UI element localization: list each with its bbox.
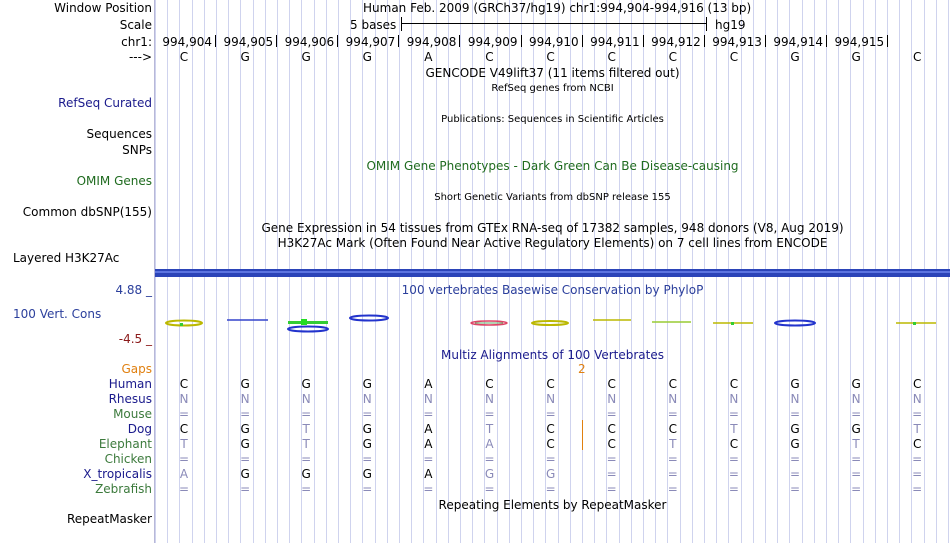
alignment-base: N (546, 392, 556, 406)
alignment-base: G (545, 467, 556, 481)
scale-bar-right-tick (706, 17, 707, 31)
alignment-base: = (240, 482, 251, 496)
cons-mark-6 (532, 321, 568, 325)
alignment-base: A (424, 467, 433, 481)
alignment-base: C (485, 377, 494, 391)
sequences-track-label[interactable]: Sequences (86, 127, 152, 141)
reference-base: C (912, 50, 922, 64)
alignment-base: = (178, 452, 190, 466)
alignment-base: = (912, 482, 923, 496)
alignment-base: G (240, 422, 250, 436)
reference-base: C (607, 50, 616, 64)
alignment-base: N (240, 392, 250, 406)
alignment-base: = (606, 467, 617, 481)
alignment-base: N (485, 392, 494, 406)
dbsnp-track-label[interactable]: Common dbSNP(155) (22, 205, 152, 219)
strand-label[interactable]: ---> (128, 50, 152, 64)
alignment-base: = (301, 452, 312, 466)
species-label[interactable]: X_tropicalis (83, 467, 152, 481)
alignment-base: G (790, 377, 800, 391)
cons-mark-9 (713, 322, 753, 325)
dbsnp-track-subtitle: Short Genetic Variants from dbSNP release 155 (434, 192, 671, 203)
ruler-tick (582, 35, 583, 47)
repeatmasker-track-label[interactable]: RepeatMasker (66, 512, 152, 526)
alignment-base: N (301, 392, 311, 406)
alignment-base: = (240, 452, 251, 466)
alignment-base: C (729, 377, 739, 391)
alignment-base: C (668, 422, 677, 436)
cons-mark-11 (896, 322, 936, 325)
window-position-label[interactable]: Window Position (54, 1, 152, 15)
gap-insertion-marker (582, 420, 583, 450)
alignment-base: C (546, 377, 555, 391)
alignment-base: = (423, 407, 434, 421)
position-text: Human Feb. 2009 (GRCh37/hg19) chr1:994,904-994,916 (13 bp) (363, 1, 752, 15)
alignment-base: G (851, 422, 861, 436)
gaps-label[interactable]: Gaps (121, 362, 152, 376)
ruler-position-label: 994,913 (712, 35, 762, 49)
ruler-position-label: 994,915 (834, 35, 885, 49)
alignment-base: C (912, 437, 922, 451)
ruler-position-label: 994,906 (284, 35, 335, 49)
alignment-base: A (424, 422, 433, 436)
refseq-track-subtitle: RefSeq genes from NCBI (491, 83, 614, 94)
alignment-base: = (728, 482, 739, 496)
alignment-base: = (484, 452, 495, 466)
alignment-base: A (179, 467, 189, 481)
reference-base: C (485, 50, 494, 64)
alignment-base: T (302, 437, 310, 451)
alignment-base: T (669, 437, 677, 451)
cons-mark-10 (775, 321, 815, 326)
reference-base: G (362, 50, 372, 64)
alignment-base: = (178, 482, 190, 496)
ruler-tick (704, 35, 705, 47)
alignment-base: G (240, 467, 250, 481)
gtex-track-title[interactable]: Gene Expression in 54 tissues from GTEx RNA-seq of 17382 samples, 948 donors (V8, Aug 2019) (261, 221, 844, 235)
alignment-base: = (484, 407, 495, 421)
reference-base: G (851, 50, 861, 64)
cons-mark-3 (288, 319, 328, 332)
cons-mark-5 (471, 321, 507, 325)
alignment-base: G (362, 422, 372, 436)
alignment-base: = (912, 467, 923, 481)
alignment-base: N (668, 392, 678, 406)
alignment-base: T (485, 422, 494, 436)
alignment-base: T (180, 437, 188, 451)
species-label[interactable]: Chicken (104, 452, 152, 466)
alignment-base: = (789, 407, 801, 421)
repeatmasker-track-title[interactable]: Repeating Elements by RepeatMasker (438, 498, 667, 512)
species-label[interactable]: Dog (127, 422, 152, 436)
alignment-base: G (851, 377, 861, 391)
snps-track-label[interactable]: SNPs (122, 143, 152, 157)
ruler-position-label: 994,907 (345, 35, 396, 49)
alignment-base: = (728, 407, 739, 421)
phylop-conservation-graph (155, 310, 950, 336)
alignment-base: G (301, 467, 311, 481)
multiz-track-title[interactable]: Multiz Alignments of 100 Vertebrates (440, 348, 665, 362)
alignment-base: N (729, 392, 739, 406)
alignment-base: T (302, 422, 310, 436)
ruler-tick (643, 35, 644, 47)
h3k27ac-signal-highlight (155, 271, 950, 273)
ruler-tick (337, 35, 338, 47)
alignment-base: = (423, 452, 434, 466)
alignment-base: C (546, 422, 555, 436)
alignment-base: T (913, 422, 921, 436)
alignment-base: N (179, 392, 189, 406)
alignment-base: = (667, 452, 678, 466)
alignment-base: = (912, 452, 923, 466)
alignment-base: = (545, 407, 556, 421)
reference-base: G (301, 50, 311, 64)
phylop-track-label[interactable]: 100 Vert. Cons (13, 307, 102, 321)
cons-mark-1 (166, 321, 202, 327)
alignment-base: = (667, 482, 678, 496)
reference-base: C (729, 50, 739, 64)
ruler-position-label: 994,909 (467, 35, 518, 49)
assembly-text: hg19 (715, 18, 746, 32)
reference-base: G (240, 50, 250, 64)
ruler-tick (276, 35, 277, 47)
alignment-base: G (301, 377, 311, 391)
h3k27ac-track-subtitle: H3K27Ac Mark (Often Found Near Active Regulatory Elements) on 7 cell lines from ENCODE (277, 236, 828, 250)
reference-base: C (668, 50, 677, 64)
alignment-base: C (668, 377, 677, 391)
alignment-base: G (362, 437, 372, 451)
alignment-base: = (667, 467, 678, 481)
gencode-track-title[interactable]: GENCODE V49lift37 (11 items filtered out) (425, 66, 680, 80)
alignment-base: = (240, 407, 251, 421)
alignment-base: G (790, 437, 800, 451)
alignment-base: T (852, 437, 860, 451)
h3k27ac-track-label[interactable]: Layered H3K27Ac (13, 251, 120, 265)
scale-text: 5 bases (350, 18, 397, 32)
alignment-base: N (851, 392, 861, 406)
chrom-label[interactable]: chr1: (121, 35, 152, 49)
publications-track-title: Publications: Sequences in Scientific Articles (441, 114, 664, 125)
ruler-tick (765, 35, 766, 47)
ruler-tick (887, 35, 888, 47)
ruler-position-label: 994,910 (528, 35, 579, 49)
alignment-base: = (789, 482, 801, 496)
species-label[interactable]: Mouse (113, 407, 152, 421)
alignment-base: C (607, 437, 616, 451)
alignment-base: = (851, 482, 862, 496)
scale-bar-line (401, 23, 706, 24)
alignment-base: = (301, 407, 312, 421)
alignment-base: = (728, 452, 739, 466)
refseq-track-label[interactable]: RefSeq Curated (58, 96, 152, 110)
alignment-base: C (607, 377, 616, 391)
alignment-base: = (362, 482, 373, 496)
alignment-base: G (240, 377, 250, 391)
ruler-position-label: 994,904 (162, 35, 212, 49)
alignment-base: = (851, 452, 862, 466)
species-label[interactable]: Human (108, 377, 152, 391)
ruler-position-label: 994,914 (773, 35, 823, 49)
alignment-base: N (790, 392, 800, 406)
ruler-tick (398, 35, 399, 47)
alignment-base: = (851, 467, 862, 481)
scale-bar-left-tick (401, 17, 402, 31)
alignment-base: A (424, 437, 433, 451)
alignment-base: A (424, 377, 433, 391)
ruler-tick (521, 35, 522, 47)
alignment-base: = (301, 482, 312, 496)
omim-track-label[interactable]: OMIM Genes (76, 174, 152, 188)
alignment-base: G (240, 437, 250, 451)
alignment-base: = (362, 407, 373, 421)
alignment-base: N (423, 392, 433, 406)
alignment-base: = (789, 467, 801, 481)
ruler-tick (215, 35, 216, 47)
ruler-position-label: 994,911 (590, 35, 640, 49)
alignment-base: = (667, 407, 678, 421)
alignment-base: G (790, 422, 800, 436)
alignment-base: N (362, 392, 372, 406)
alignment-base: G (484, 467, 495, 481)
alignment-base: C (546, 437, 555, 451)
scale-label[interactable]: Scale (119, 18, 152, 32)
phylop-track-title[interactable]: 100 vertebrates Basewise Conservation by PhyloP (401, 283, 704, 297)
alignment-base: C (179, 422, 189, 436)
alignment-base: = (362, 452, 373, 466)
phylop-max-label: 4.88 _ (115, 283, 152, 297)
alignment-base: G (362, 377, 372, 391)
reference-base: C (179, 50, 189, 64)
alignment-base: = (545, 452, 556, 466)
cons-mark-4 (350, 316, 388, 321)
phylop-min-label: -4.5 _ (118, 332, 152, 346)
alignment-base: C (729, 437, 739, 451)
alignment-base: = (606, 407, 617, 421)
ruler-position-label: 994,912 (651, 35, 701, 49)
alignment-base: = (545, 482, 556, 496)
ruler-position-label: 994,905 (223, 35, 274, 49)
alignment-base: = (851, 407, 862, 421)
ruler-position-label: 994,908 (406, 35, 457, 49)
ruler-tick (826, 35, 827, 47)
alignment-base: G (362, 467, 372, 481)
reference-base: G (790, 50, 800, 64)
alignment-base: C (179, 377, 189, 391)
alignment-base: = (484, 482, 495, 496)
alignment-base: C (607, 422, 616, 436)
alignment-base: = (728, 467, 739, 481)
alignment-base: C (912, 377, 922, 391)
gap-count: 2 (578, 362, 586, 376)
alignment-base: T (730, 422, 738, 436)
alignment-base: N (912, 392, 922, 406)
species-label[interactable]: Elephant (98, 437, 152, 451)
alignment-base: = (606, 482, 617, 496)
omim-phenotypes-title[interactable]: OMIM Gene Phenotypes - Dark Green Can Be Disease-causing (366, 159, 739, 173)
alignment-base: = (178, 407, 190, 421)
species-label[interactable]: Rhesus (108, 392, 152, 406)
ruler-tick (459, 35, 460, 47)
alignment-base: = (912, 407, 923, 421)
alignment-base: = (423, 482, 434, 496)
species-label[interactable]: Zebrafish (95, 482, 152, 496)
reference-base: C (546, 50, 555, 64)
alignment-base: = (606, 452, 617, 466)
alignment-base: N (607, 392, 617, 406)
reference-base: A (424, 50, 433, 64)
alignment-base: A (485, 437, 494, 451)
alignment-base: = (789, 452, 801, 466)
